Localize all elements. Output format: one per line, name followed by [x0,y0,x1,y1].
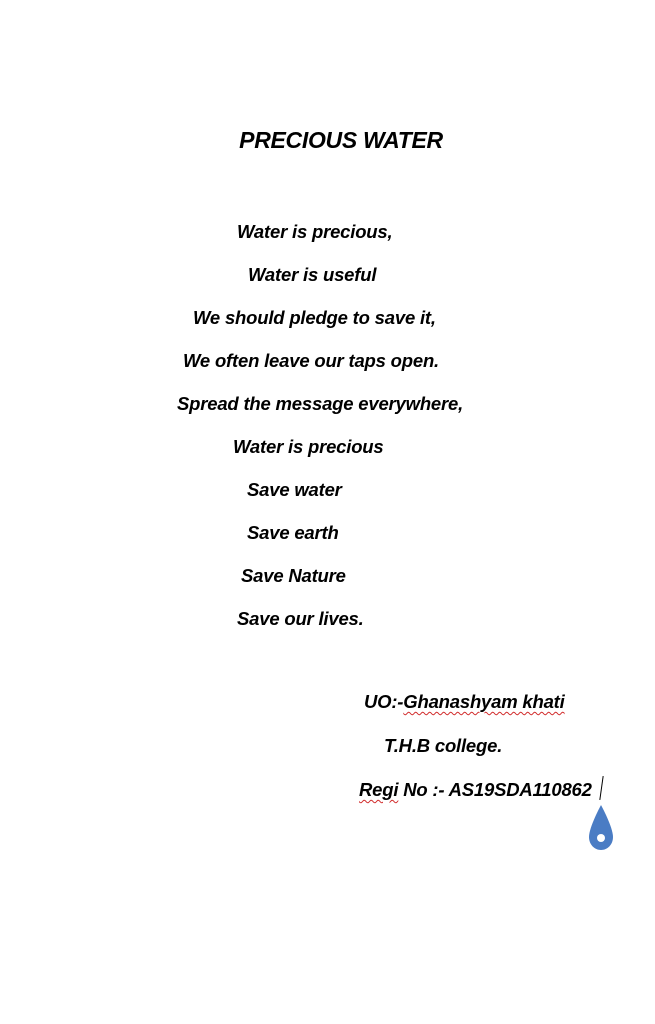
author-prefix: UO:- [364,691,404,712]
poem-line-5: Spread the message everywhere, [177,393,464,414]
poem-line-10: Save our lives. [237,608,364,629]
poem-line-3: We should pledge to save it, [193,307,436,328]
author-line [364,691,565,713]
college-line: T.H.B college. [384,735,503,756]
registration-line [359,779,592,801]
teardrop-cursor-handle-icon[interactable] [586,803,616,853]
poem-line-9: Save Nature [241,565,346,586]
regi-label: Regi [359,779,399,800]
author-name: Ghanashyam khati [403,691,565,712]
poem-line-6: Water is precious [233,436,384,457]
poem-line-8: Save earth [247,522,339,543]
poem-line-1: Water is precious, [237,221,393,242]
regi-number: No :- AS19SDA110862 [398,779,592,800]
text-caret [599,776,603,800]
poem-line-7: Save water [247,479,342,500]
document-title: PRECIOUS WATER [239,127,443,153]
poem-line-4: We often leave our taps open. [183,350,439,371]
poem-line-2: Water is useful [248,264,377,285]
